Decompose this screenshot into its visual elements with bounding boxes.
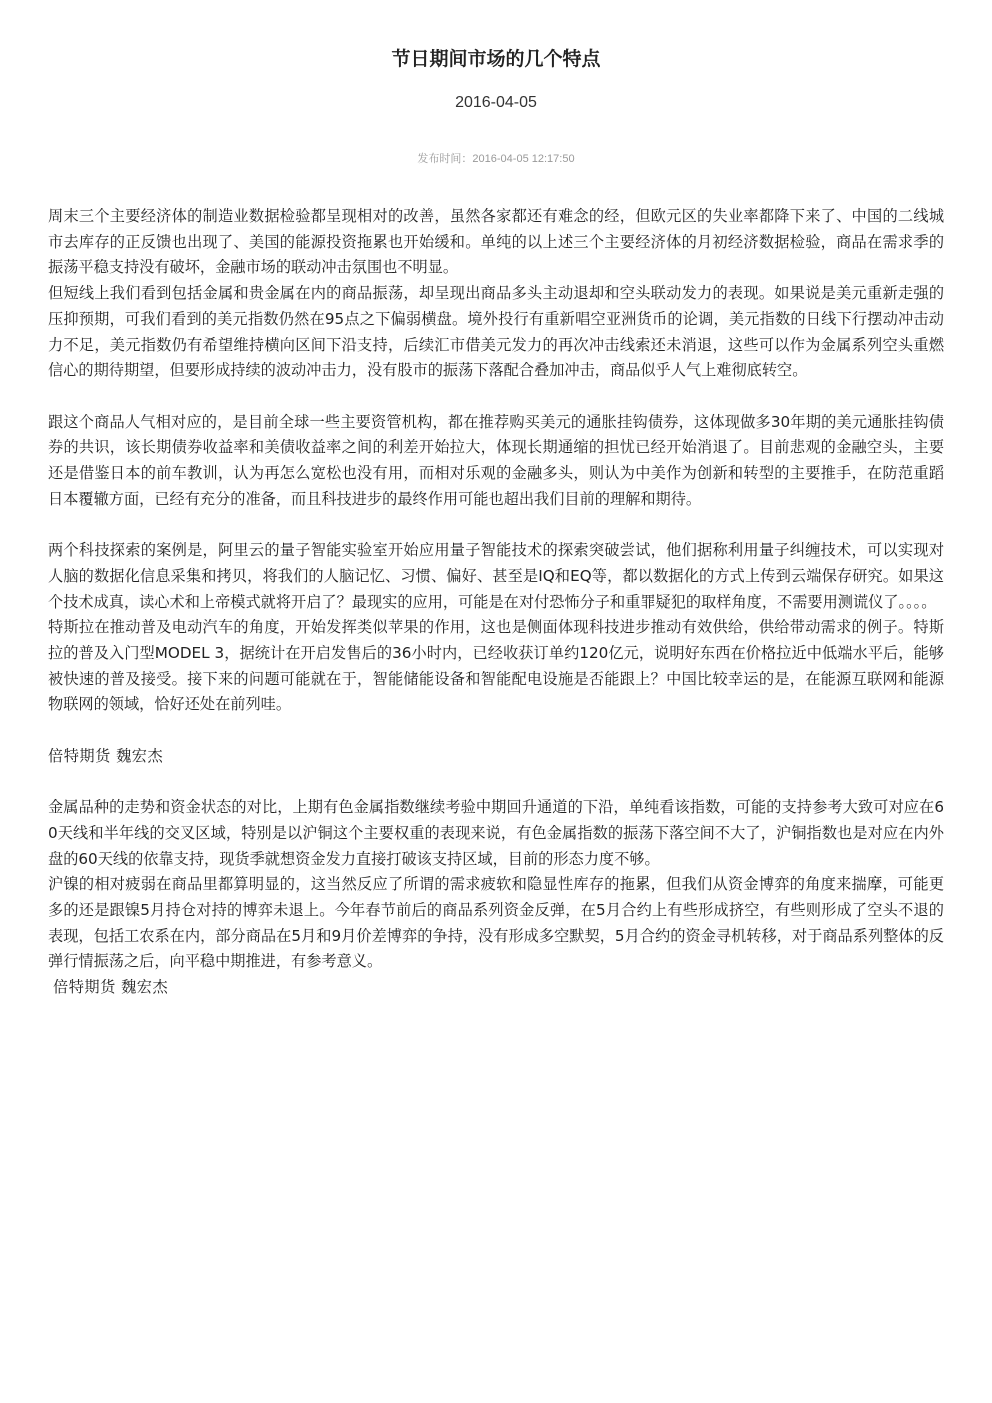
paragraph-6: 金属品种的走势和资金状态的对比，上期有色金属指数继续考验中期回升通道的下沿，单纯看该指数，可能的支持参考大致可对应在60天线和半年线的交叉区域，特别是以沪铜这个主要权重的表现来说，有色金属指数的振荡下落空间不大了，沪铜指数也是对应在内外盘的60天线的依靠支持，现货季就想资金发力直接打破该支持区域，目前的形态力度不够。 [48,798,944,868]
paragraph-4: 两个科技探索的案例是，阿里云的量子智能实验室开始应用量子智能技术的探索突破尝试，他们据称利用量子纠缠技术，可以实现对人脑的数据化信息采集和拷贝，将我们的人脑记忆、习惯、偏好、甚至是IQ和EQ等，都以数据化的方式上传到云端保存研究。如果这个技术成真，读心术和上帝模式就将开启了？最现实的应用，可能是在对付恐怖分子和重罪疑犯的取样角度，不需要用测谎仪了。。。。 [48,541,944,611]
paragraph-5: 特斯拉在推动普及电动汽车的角度，开始发挥类似苹果的作用，这也是侧面体现科技进步推动有效供给，供给带动需求的例子。特斯拉的普及入门型MODEL 3，据统计在开启发售后的36小时内，已经收获订单约120亿元，说明好东西在价格拉近中低端水平后，能够被快速的普及接受。接下来的问题可能就在于，智能储能设备和智能配电设施是否能跟上？中国比较幸运的是，在能源互联网和能源物联网的领域，恰好还处在前列哇。 [48,618,944,714]
paragraph-3: 跟这个商品人气相对应的，是目前全球一些主要资管机构，都在推荐购买美元的通胀挂钩债券，这体现做多30年期的美元通胀挂钩债券的共识，该长期债券收益率和美债收益率之间的利差开始拉大，体现长期通缩的担忧已经开始消退了。目前悲观的金融空头，主要还是借鉴日本的前车教训，认为再怎么宽松也没有用，而相对乐观的金融多头，则认为中美作为创新和转型的主要推手，在防范重蹈日本覆辙方面，已经有充分的准备，而且科技进步的最终作用可能也超出我们目前的理解和期待。 [48,412,944,508]
author-signature-2: 倍特期货 魏宏杰 [53,978,169,997]
article-body [48,204,944,1001]
article-title: 节日期间市场的几个特点 [391,48,601,70]
publish-time: 发布时间：2016-04-05 12:17:50 [417,153,575,165]
author-signature: 倍特期货 魏宏杰 [48,746,164,765]
article-date: 2016-04-05 [455,94,537,111]
paragraph-2: 但短线上我们看到包括金属和贵金属在内的商品振荡，却呈现出商品多头主动退却和空头联动发力的表现。如果说是美元重新走强的压抑预期，可我们看到的美元指数仍然在95点之下偏弱横盘。境外投行有重新唱空亚洲货币的论调，美元指数的日线下行摆动冲击动力不足，美元指数仍有希望维持横向区间下沿支持，后续汇市借美元发力的再次冲击线索还未消退，这些可以作为金属系列空头重燃信心的期待期望，但要形成持续的波动冲击力，没有股市的振荡下落配合叠加冲击，商品似乎人气上难彻底转空。 [48,284,944,380]
paragraph-7: 沪镍的相对疲弱在商品里都算明显的，这当然反应了所谓的需求疲软和隐显性库存的拖累，但我们从资金博弈的角度来揣摩，可能更多的还是跟镍5月持仓对持的博弈未退上。今年春节前后的商品系列资金反弹，在5月合约上有些形成挤空，有些则形成了空头不退的表现，包括工农系在内，部分商品在5月和9月价差博弈的争持，没有形成多空默契，5月合约的资金寻机转移，对于商品系列整体的反弹行情振荡之后，向平稳中期推进，有参考意义。 [48,875,944,971]
paragraph-1: 周末三个主要经济体的制造业数据检验都呈现相对的改善，虽然各家都还有难念的经，但欧元区的失业率都降下来了、中国的二线城市去库存的正反馈也出现了、美国的能源投资拖累也开始缓和。单纯的以上述三个主要经济体的月初经济数据检验，商品在需求季的振荡平稳支持没有破坏，金融市场的联动冲击氛围也不明显。 [48,207,944,277]
